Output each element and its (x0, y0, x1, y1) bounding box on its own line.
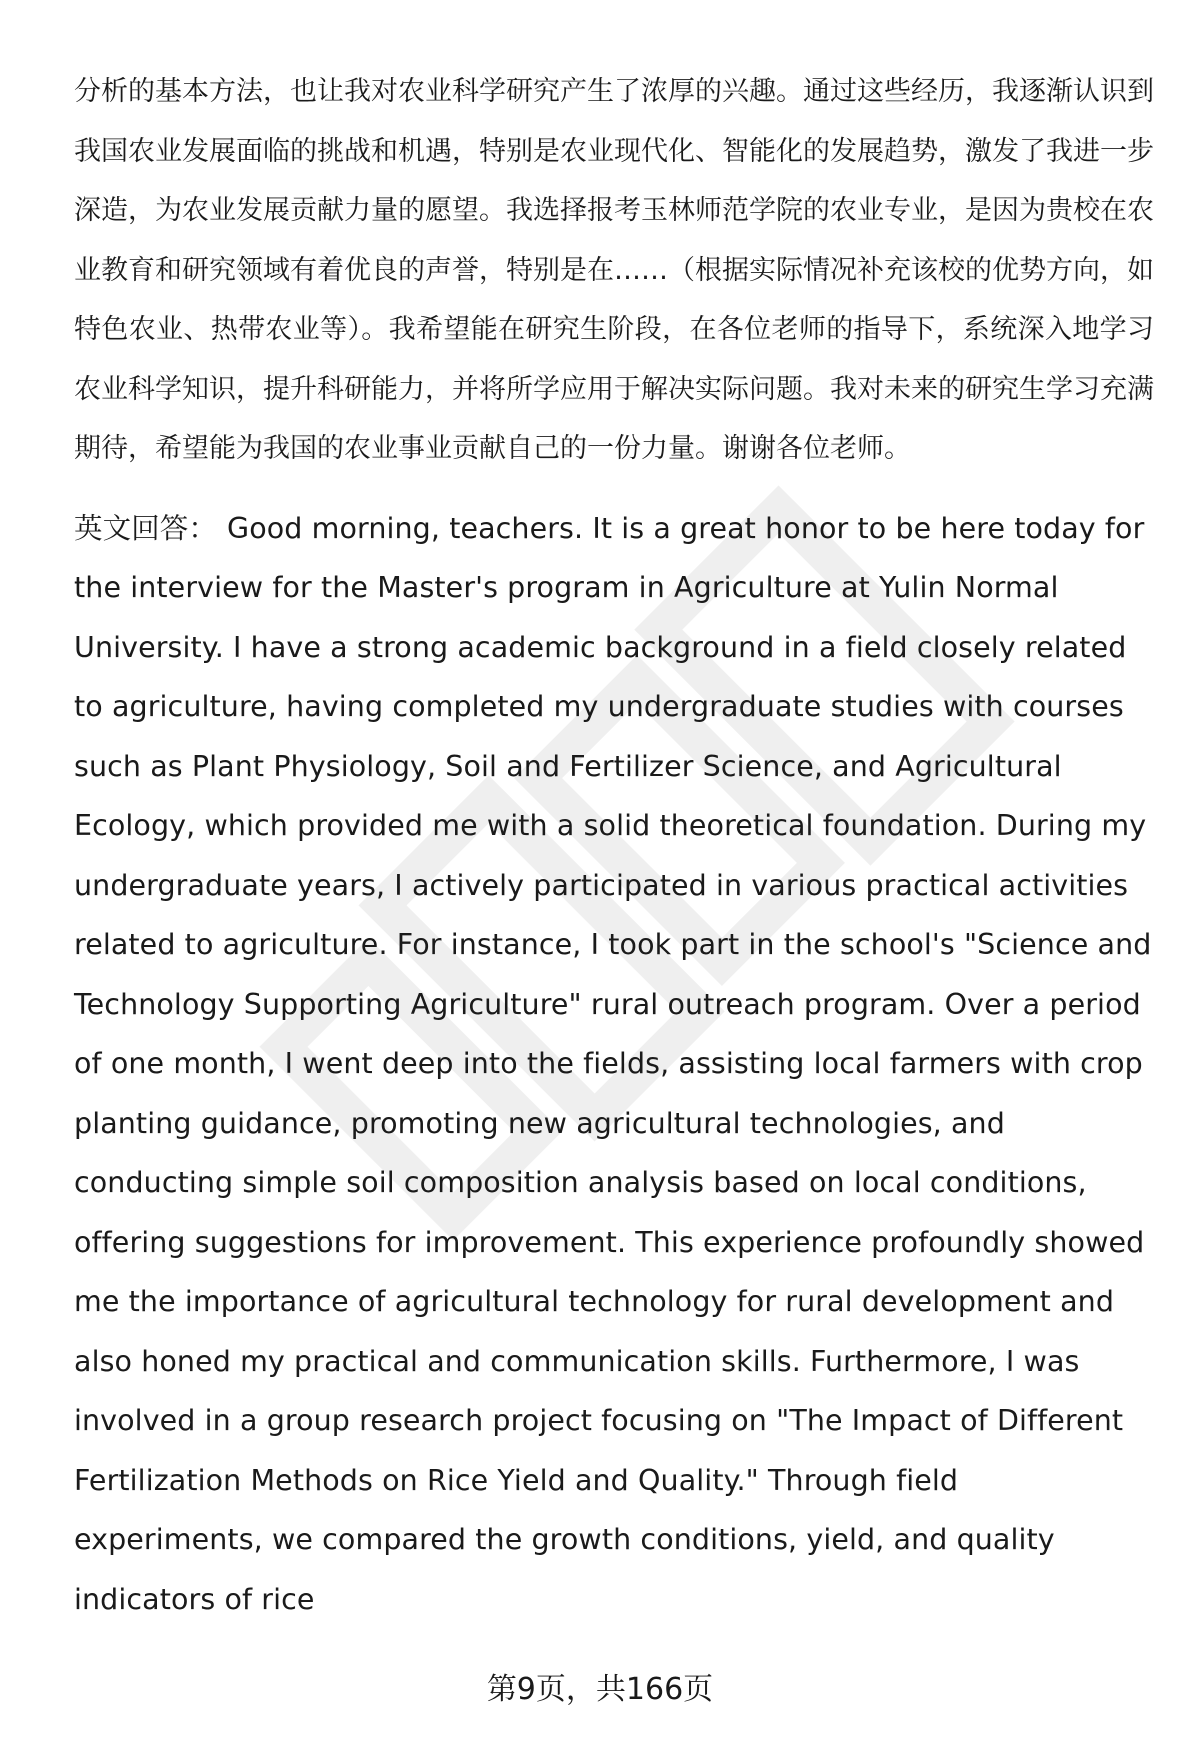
english-answer-label: 英文回答： (74, 511, 218, 545)
chinese-answer-paragraph: 分析的基本方法，也让我对农业科学研究产生了浓厚的兴趣。通过这些经历，我逐渐认识到我国农业发展面临的挑战和机遇，特别是农业现代化、智能化的发展趋势，激发了我进一步深造，为农业发展贡献力量的愿望。我选择报考玉林师范学院的农业专业，是因为贵校在农业教育和研究领域有着优良的声誉，特别是在……（根据实际情况补充该校的优势方向，如特色农业、热带农业等）。我希望能在研究生阶段，在各位老师的指导下，系统深入地学习农业科学知识，提升科研能力，并将所学应用于解决实际问题。我对未来的研究生学习充满期待，希望能为我国的农业事业贡献自己的一份力量。谢谢各位老师。 (74, 76, 1154, 464)
english-answer-text: Good morning, teachers. It is a great honor to be here today for the interview for the Master's program in Agriculture at Yulin Normal University. I have a strong academic background in a field closely related to agriculture, having completed my undergraduate studies with courses such as Plant Physiology, Soil and Fertilizer Science, and Agricultural Ecology, which provided me with a solid theoretical foundation. During my undergraduate years, I actively participated in various practical activities related to agriculture. For instance, I took part in the school's "Science and Technology Supporting Agriculture" rural outreach program. Over a period of one month, I went deep into the fields, assisting local farmers with crop planting guidance, promoting new agricultural technologies, and conducting simple soil composition analysis based on local conditions, offering suggestions for improvement. This experience profoundly showed me the importance of agricultural technology for rural development and also honed my practical and communication skills. Furthermore, I was involved in a group research project focusing on "The Impact of Different Fertilization Methods on Rice Yield and Quality." Through field experiments, we compared the growth conditions, yield, and quality indicators of rice (74, 511, 1152, 1616)
document-body (74, 62, 1154, 1629)
english-answer-paragraph (74, 499, 1154, 1630)
page-number-footer: 第9页，共166页 (486, 1672, 714, 1707)
